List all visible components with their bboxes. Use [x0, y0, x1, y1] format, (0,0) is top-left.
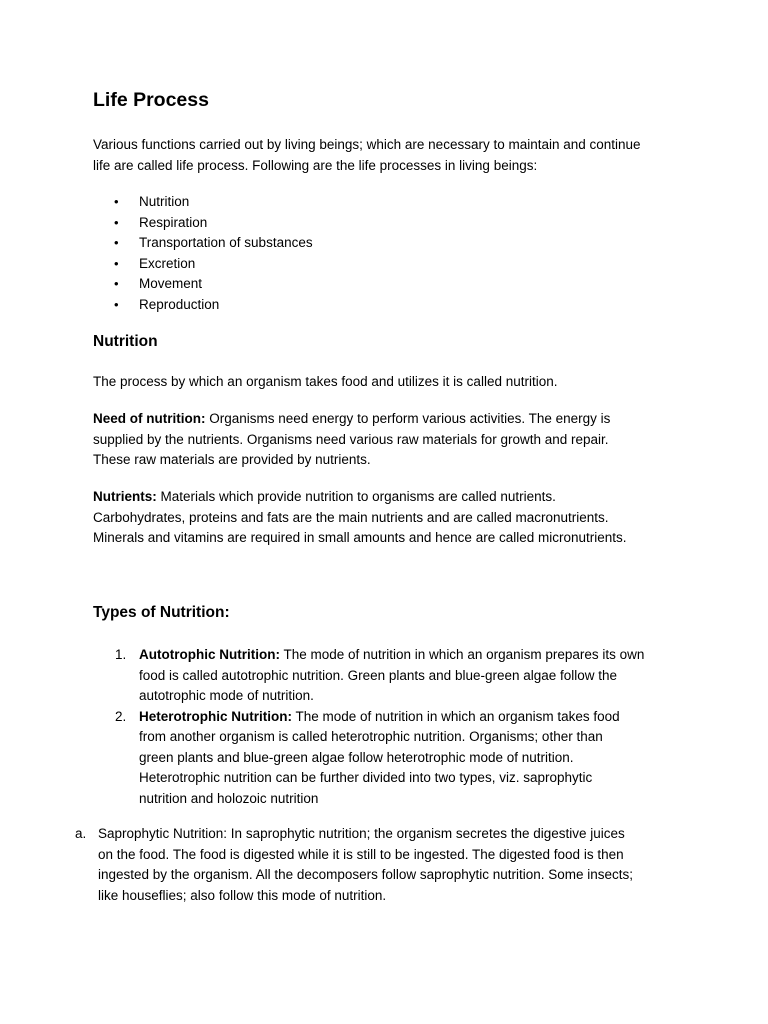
heterotrophic-label: Heterotrophic Nutrition:	[139, 708, 292, 724]
bullet-icon: •	[114, 194, 119, 209]
bullet-icon: •	[114, 235, 119, 250]
nutrients-label: Nutrients:	[93, 489, 157, 504]
need-of-nutrition-label: Need of nutrition:	[93, 411, 206, 426]
bullet-icon: •	[114, 255, 119, 271]
bullet-icon: •	[114, 276, 119, 291]
nutrition-definition: The process by which an organism takes food and utilizes it is called nutrition.	[93, 374, 558, 389]
intro-paragraph	[93, 135, 641, 176]
bullet-icon: •	[114, 296, 119, 312]
bullet-icon: •	[114, 214, 119, 230]
page-title: Life Process	[93, 89, 209, 111]
intro-line: life are called life process. Following are the life processes in living beings:	[93, 157, 538, 173]
need-of-nutrition-paragraph: Need of nutrition: Organisms need energy to perform various activities. The energy is supplied by the nutrients. Organisms need various raw materials for growth and repair. These raw materials are provided by nutrients.	[93, 411, 611, 467]
intro-line: Various functions carried out by living beings; which are necessary to maintain and continue	[93, 137, 641, 152]
types-of-nutrition-heading: Types of Nutrition:	[93, 604, 230, 621]
nutrition-heading: Nutrition	[93, 333, 158, 350]
nutrients-paragraph: Nutrients: Materials which provide nutrition to organisms are called nutrients. Carbohydrates, proteins and fats are the main nutrients and are called macronutrients. Minerals and vitamins are required in small amounts and hence are called micronutrients.	[93, 489, 627, 545]
document-page: Life Process Various functions carried out by living beings; which are necessary to maintain and continue life are called life process. Following are the life processes in living beings: • Nutrition • Respiration • Transportation of substances • Excretion • Movement • Reproduction Nutrition The process by which an organism takes food and utilizes it is called nutrition. Need of nutrition: Organisms need energy to perform various activities. The energy is supplied by the nutrients. Organisms need various raw materials for growth and repair. These raw materials are provided by nutrients. Nutrients: Materials which provide nutrition to organisms are called nutrients. Carbohydrates, proteins and fats are the main nutrients and are called macronutrients. Minerals and vitamins are required in small amounts and hence are called micronutrients. Types of Nutrition: 1. Autotrophic Nutrition: The mode of nutrition in which an organism prepares its own food is called autotrophic nutrition. Green plants and blue-green algae follow the autotrophic mode of nutrition. 2. Heterotrophic Nutrition: The mode of nutrition in which an organism takes food from another organism is called heterotrophic nutrition. Organisms; other than green plants and blue-green algae follow heterotrophic mode of nutrition. Heterotrophic nutrition can be further divided into two types, viz. saprophytic nutrition and holozoic nutrition a. Saprophytic Nutrition: In saprophytic nutrition; the organism secretes the digestive juices on the food. The food is digested while it is still to be ingested. The digested food is then ingested by the organism. All the decomposers follow saprophytic nutrition. Some insects; like houseflies; also follow this mode of nutrition.	[0, 0, 768, 1024]
process-list: • Nutrition • Respiration • Transportation of substances • Excretion • Movement • Reproduction	[0, 192, 768, 316]
autotrophic-label: Autotrophic Nutrition:	[139, 647, 280, 662]
